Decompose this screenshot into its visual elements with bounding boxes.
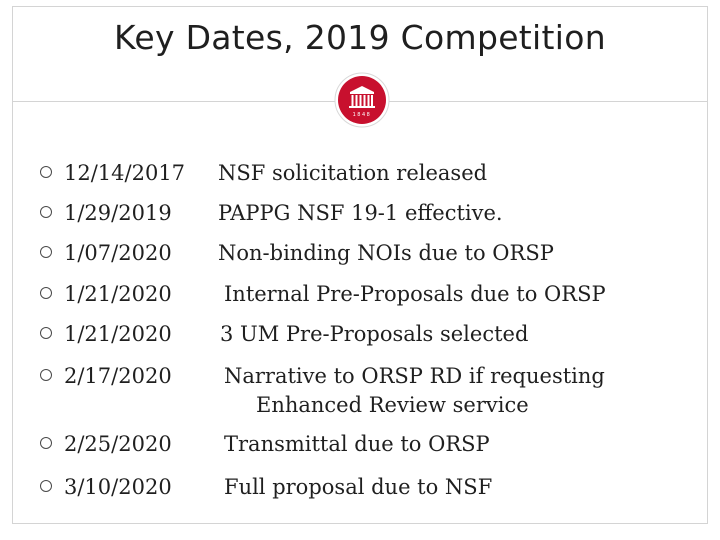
item-description: 3 UM Pre-Proposals selected <box>220 322 529 346</box>
bullet-icon <box>40 369 52 381</box>
item-date: 2/17/2020 <box>64 364 172 388</box>
bullet-icon <box>40 480 52 492</box>
item-description: Non-binding NOIs due to ORSP <box>218 241 554 265</box>
bullet-icon <box>40 287 52 299</box>
item-description: NSF solicitation released <box>218 161 488 185</box>
item-description: PAPPG NSF 19-1 effective. <box>218 201 503 225</box>
item-date: 2/25/2020 <box>64 432 172 456</box>
item-date: 3/10/2020 <box>64 475 172 499</box>
slide-title: Key Dates, 2019 Competition <box>114 18 606 57</box>
item-description-continued: Enhanced Review service <box>256 393 529 417</box>
item-description: Narrative to ORSP RD if requesting <box>224 364 605 388</box>
bullet-icon <box>40 206 52 218</box>
item-date: 1/07/2020 <box>64 241 172 265</box>
bullet-icon <box>40 166 52 178</box>
item-date: 1/21/2020 <box>64 322 172 346</box>
item-date: 12/14/2017 <box>64 161 186 185</box>
item-date: 1/29/2019 <box>64 201 172 225</box>
item-description: Full proposal due to NSF <box>224 475 493 499</box>
bullet-icon <box>40 327 52 339</box>
seal-year: 1848 <box>352 112 372 118</box>
bullet-icon <box>40 246 52 258</box>
item-date: 1/21/2020 <box>64 282 172 306</box>
item-description: Internal Pre-Proposals due to ORSP <box>224 282 606 306</box>
university-seal-icon <box>334 72 390 128</box>
item-description: Transmittal due to ORSP <box>224 432 490 456</box>
bullet-icon <box>40 437 52 449</box>
